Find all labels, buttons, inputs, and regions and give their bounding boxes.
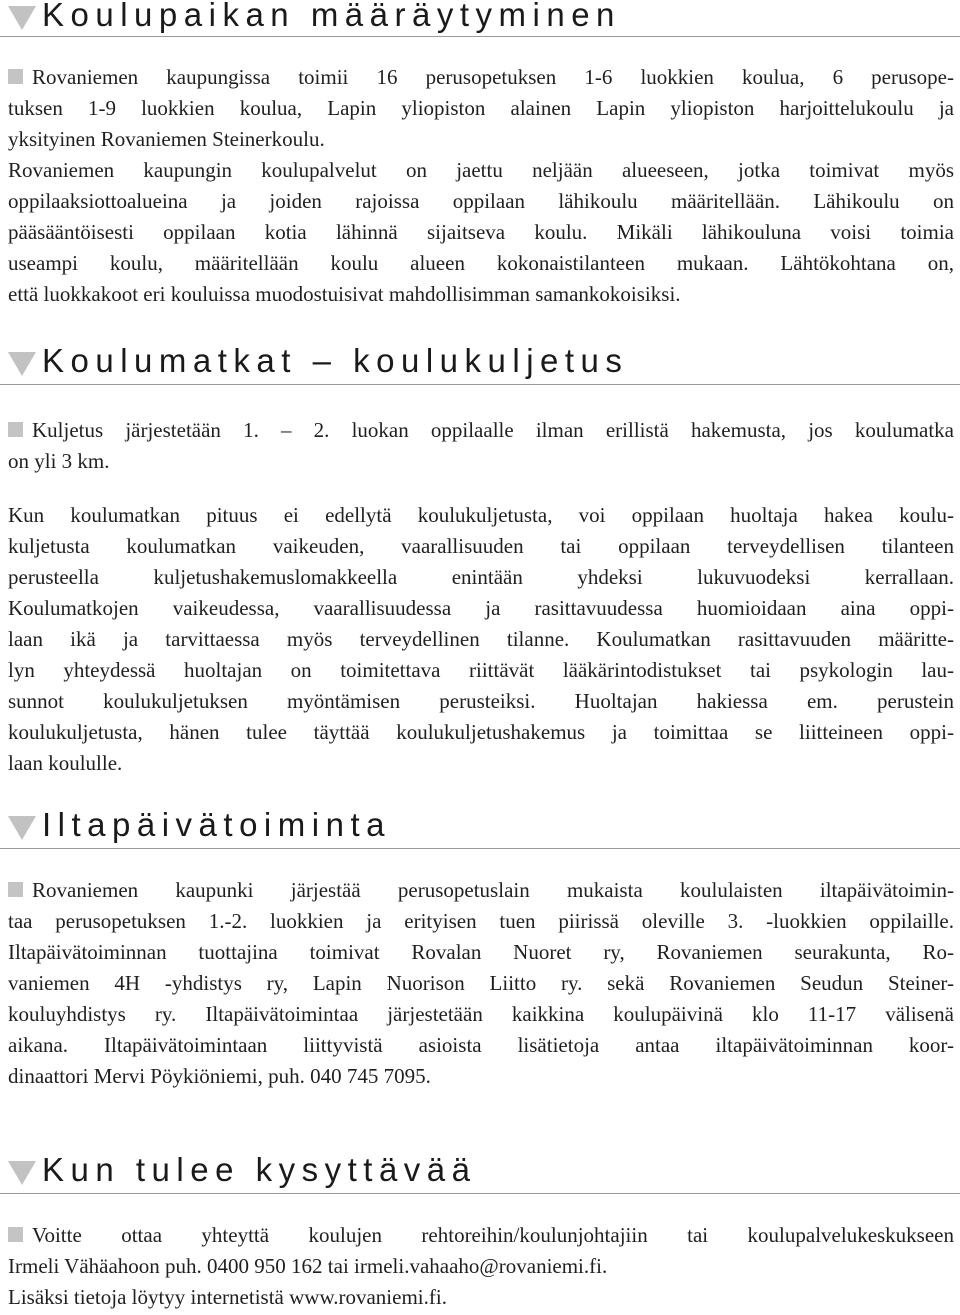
- text-line: [8, 62, 954, 93]
- paragraph-yhteystiedot: [8, 1220, 954, 1313]
- text-line: vaniemen 4H -yhdistys ry, Lapin Nuorison Liitto ry. sekä Rovaniemen Seudun Steiner-: [8, 971, 954, 995]
- text-line: lyn yhteydessä huoltajan on toimitettava riittävät lääkärintodistukset tai psykologin lau-: [8, 658, 954, 682]
- text-line: kouluyhdistys ry. Iltapäivätoimintaa järjestetään kaikkina koulupäivinä klo 11-17 välisenä: [8, 1002, 954, 1026]
- heading-rule: [0, 848, 960, 849]
- text-line: koulukuljetusta, hänen tulee täyttää koulukuljetushakemus ja toimittaa se liitteineen oppi-: [8, 720, 954, 744]
- line-text: Rovaniemen kaupungissa toimii 16 perusopetuksen 1-6 luokkien koulua, 6 perusope-: [32, 65, 954, 89]
- text-line: taa perusopetuksen 1.-2. luokkien ja erityisen tuen piirissä oleville 3. -luokkien oppilaille.: [8, 909, 954, 933]
- text-line: laan ikä ja tarvittaessa myös terveydellinen tilanne. Koulumatkan rasittavuuden määritte-: [8, 627, 954, 651]
- text-line: Rovaniemen kaupungin koulupalvelut on jaettu neljään alueeseen, jotka toimivat myös: [8, 158, 954, 182]
- heading-text: Iltapäivätoiminta: [42, 806, 391, 843]
- text-line: [8, 1220, 954, 1251]
- text-line: perusteella kuljetushakemuslomakkeella enintään yhdeksi lukuvuodeksi kerrallaan.: [8, 565, 954, 589]
- text-line: aikana. Iltapäivätoimintaan liittyvistä asioista lisätietoja antaa iltapäivätoiminnan koor-: [8, 1033, 954, 1057]
- bullet-square-icon: [8, 69, 23, 84]
- heading-rule: [0, 36, 960, 37]
- text-line: [8, 875, 954, 906]
- text-line: Lisäksi tietoja löytyy internetistä www.rovaniemi.fi.: [8, 1285, 447, 1309]
- text-line: yksityinen Rovaniemen Steinerkoulu.: [8, 127, 325, 151]
- text-line: Kun koulumatkan pituus ei edellytä koulukuljetusta, voi oppilaan huoltaja hakea koulu-: [8, 503, 954, 527]
- text-line: sunnot koulukuljetuksen myöntämisen perusteiksi. Huoltajan hakiessa em. perustein: [8, 689, 954, 713]
- text-line: Irmeli Vähäahoon puh. 0400 950 162 tai irmeli.vahaaho@rovaniemi.fi.: [8, 1254, 608, 1278]
- heading-rule: [0, 384, 960, 385]
- heading-text: Kun tulee kysyttävää: [42, 1151, 477, 1188]
- paragraph-koulumatka-hakemus: [8, 500, 954, 779]
- text-line: pääsääntöisesti oppilaan kotia lähinnä sijaitseva koulu. Mikäli lähikouluna voisi toimia: [8, 220, 954, 244]
- paragraph-kuljetus: [8, 415, 954, 477]
- line-text: Kuljetus järjestetään 1. – 2. luokan oppilaalle ilman erillistä hakemusta, jos koulumatka: [32, 418, 954, 442]
- text-line: on yli 3 km.: [8, 449, 110, 473]
- text-line: Koulumatkojen vaikeudessa, vaarallisuudessa ja rasittavuudessa huomioidaan aina oppi-: [8, 596, 954, 620]
- text-line: Iltapäivätoiminnan tuottajina toimivat Rovalan Nuoret ry, Rovaniemen seurakunta, Ro-: [8, 940, 954, 964]
- bullet-square-icon: [8, 422, 23, 437]
- text-line: oppilaaksiottoalueina ja joiden rajoissa oppilaan lähikoulu määritellään. Lähikoulu on: [8, 189, 954, 213]
- text-line: useampi koulu, määritellään koulu alueen kokonaistilanteen mukaan. Lähtökohtana on,: [8, 251, 954, 275]
- triangle-down-icon: [8, 6, 36, 30]
- text-line: tuksen 1-9 luokkien koulua, Lapin yliopiston alainen Lapin yliopiston harjoittelukoulu ja: [8, 96, 954, 120]
- text-line: että luokkakoot eri kouluissa muodostuisivat mahdollisimman samankokoisiksi.: [8, 282, 681, 306]
- line-text: Rovaniemen kaupunki järjestää perusopetuslain mukaista koululaisten iltapäivätoimin-: [32, 878, 954, 902]
- bullet-square-icon: [8, 1227, 23, 1242]
- triangle-down-icon: [8, 816, 36, 840]
- triangle-down-icon: [8, 352, 36, 376]
- text-line: laan koululle.: [8, 751, 123, 775]
- line-text: Voitte ottaa yhteyttä koulujen rehtoreihin/koulunjohtajiin tai koulupalvelukeskukseen: [32, 1223, 954, 1247]
- text-line: [8, 415, 954, 446]
- paragraph-iltapaivatoiminta: [8, 875, 954, 1092]
- paragraph-koulupaikka: [8, 62, 954, 310]
- bullet-square-icon: [8, 882, 23, 897]
- text-line: dinaattori Mervi Pöykiöniemi, puh. 040 745 7095.: [8, 1064, 431, 1088]
- heading-text: Koulupaikan määräytyminen: [42, 0, 621, 33]
- text-line: kuljetusta koulumatkan vaikeuden, vaarallisuuden tai oppilaan terveydellisen tilanteen: [8, 534, 954, 558]
- heading-rule: [0, 1193, 960, 1194]
- triangle-down-icon: [8, 1161, 36, 1185]
- heading-text: Koulumatkat – koulukuljetus: [42, 342, 629, 379]
